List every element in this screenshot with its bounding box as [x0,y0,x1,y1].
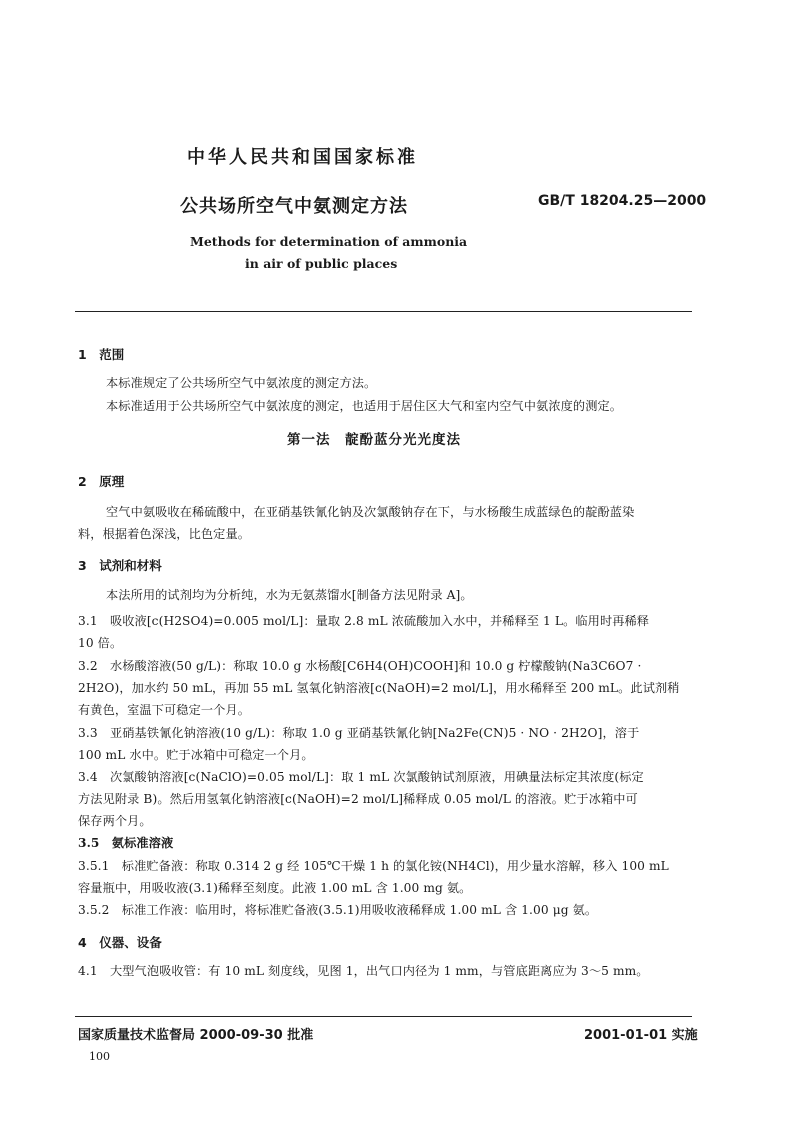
implementation-date: 2001-01-01 实施 [584,1028,698,1043]
approval-date: 国家质量技术监督局 2000-09-30 批准 [78,1028,314,1043]
page-number: 100 [89,1050,110,1063]
clause-3-1-line-1: 3.1 吸收液[c(H2SO4)=0.005 mol/L]：量取 2.8 mL 浓硫酸加入水中，并稀释至 1 L。临用时再稀释 [78,614,650,628]
standard-code: GB/T 18204.25—2000 [538,193,707,209]
method-1-heading: 第一法 靛酚蓝分光光度法 [287,432,461,448]
section-2-line-2: 料，根据着色深浅，比色定量。 [78,527,251,541]
document-title: 公共场所空气中氨测定方法 [180,196,408,217]
issuing-body: 中华人民共和国国家标准 [187,147,418,168]
clause-3-5-1-line-1: 3.5.1 标准贮备液：称取 0.314 2 g 经 105℃干燥 1 h 的氯化铵(NH4Cl)，用少量水溶解，移入 100 mL [78,859,669,873]
section-3-intro: 本法所用的试剂均为分析纯，水为无氨蒸馏水[制备方法见附录 A]。 [106,588,473,602]
section-4-heading: 4 仪器、设备 [78,935,162,950]
clause-3-4-line-3: 保存两个月。 [78,814,152,828]
clause-3-3-line-2: 100 mL 水中。贮于冰箱中可稳定一个月。 [78,748,314,762]
clause-3-5-1-line-2: 容量瓶中，用吸收液(3.1)稀释至刻度。此液 1.00 mL 含 1.00 mg 氨。 [78,881,472,895]
clause-3-5-2: 3.5.2 标准工作液：临用时，将标准贮备液(3.5.1)用吸收液稀释成 1.00 mL 含 1.00 μg 氨。 [78,903,598,917]
clause-3-2-line-2: 2H2O)，加水约 50 mL，再加 55 mL 氢氧化钠溶液[c(NaOH)=2 mol/L]，用水稀释至 200 mL。此试剂稍 [78,681,680,695]
section-1-paragraph-1: 本标准规定了公共场所空气中氨浓度的测定方法。 [106,376,377,390]
clause-3-5-heading: 3.5 氨标准溶液 [78,836,174,850]
section-1-paragraph-2: 本标准适用于公共场所空气中氨浓度的测定，也适用于居住区大气和室内空气中氨浓度的测定。 [106,399,623,413]
clause-3-4-line-1: 3.4 次氯酸钠溶液[c(NaClO)=0.05 mol/L]：取 1 mL 次氯酸钠试剂原液，用碘量法标定其浓度(标定 [78,770,644,784]
section-2-heading: 2 原理 [78,474,125,489]
english-title-line-2: in air of public places [245,256,398,271]
section-1-heading: 1 范围 [78,347,125,362]
footer-divider [75,1016,692,1017]
clause-3-3-line-1: 3.3 亚硝基铁氰化钠溶液(10 g/L)：称取 1.0 g 亚硝基铁氰化钠[Na2Fe(CN)5 · NO · 2H2O]，溶于 [78,726,640,740]
clause-3-4-line-2: 方法见附录 B)。然后用氢氧化钠溶液[c(NaOH)=2 mol/L]稀释成 0.05 mol/L 的溶液。贮于冰箱中可 [78,792,638,806]
section-2-line-1: 空气中氨吸收在稀硫酸中，在亚硝基铁氰化钠及次氯酸钠存在下，与水杨酸生成蓝绿色的靛酚蓝染 [106,505,635,519]
header-divider [75,311,692,312]
section-3-heading: 3 试剂和材料 [78,558,162,573]
clause-4-1: 4.1 大型气泡吸收管：有 10 mL 刻度线，见图 1，出气口内径为 1 mm，与管底距离应为 3～5 mm。 [78,964,649,978]
clause-3-1-line-2: 10 倍。 [78,636,123,650]
english-title-line-1: Methods for determination of ammonia [190,234,468,249]
clause-3-2-line-3: 有黄色，室温下可稳定一个月。 [78,703,251,717]
clause-3-2-line-1: 3.2 水杨酸溶液(50 g/L)：称取 10.0 g 水杨酸[C6H4(OH)COOH]和 10.0 g 柠檬酸钠(Na3C6O7 · [78,659,642,673]
